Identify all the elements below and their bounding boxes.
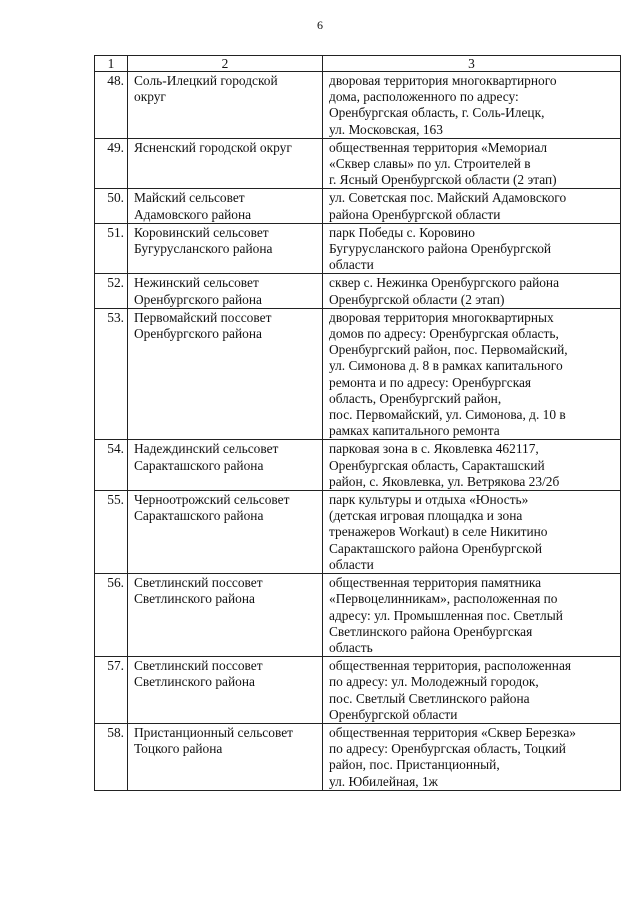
object-line: сквер с. Нежинка Оренбургского района: [329, 275, 560, 291]
object-cell: [323, 657, 621, 724]
row-number: 57.: [95, 657, 128, 724]
object-line: домов по адресу: Оренбургская область,: [329, 326, 559, 342]
municipality-line: Ясненский городской округ: [134, 139, 292, 155]
municipality-line: Майский сельсовет: [134, 190, 245, 206]
object-line: «Первоцелинникам», расположенная по: [329, 591, 558, 607]
object-line: по адресу: Оренбургская область, Тоцкий: [329, 741, 566, 757]
object-line: пос. Первомайский, ул. Симонова, д. 10 в: [329, 407, 566, 423]
object-line: парк культуры и отдыха «Юность»: [329, 492, 529, 508]
municipality-line: Нежинский сельсовет: [134, 275, 259, 291]
object-cell: [323, 138, 621, 189]
object-line: г. Ясный Оренбургской области (2 этап): [329, 172, 557, 188]
object-cell: [323, 274, 621, 308]
municipality-cell: [128, 189, 323, 223]
municipality-cell: [128, 138, 323, 189]
object-cell: [323, 440, 621, 491]
object-cell: [323, 223, 621, 274]
object-line: ул. Московская, 163: [329, 121, 443, 137]
row-number: 49.: [95, 138, 128, 189]
object-cell: [323, 491, 621, 574]
municipality-line: Светлинского района: [134, 674, 255, 690]
municipality-line: Светлинский поссовет: [134, 575, 263, 591]
table-row: [95, 223, 621, 274]
municipality-cell: [128, 223, 323, 274]
municipality-line: Коровинский сельсовет: [134, 224, 269, 240]
municipality-line: Светлинский поссовет: [134, 658, 263, 674]
object-line: области: [329, 257, 374, 273]
object-cell: [323, 72, 621, 139]
object-cell: [323, 574, 621, 657]
municipality-cell: [128, 72, 323, 139]
municipality-cell: [128, 440, 323, 491]
row-number: 58.: [95, 723, 128, 790]
municipality-line: Пристанционный сельсовет: [134, 724, 293, 740]
object-line: ул. Симонова д. 8 в рамках капитального: [329, 358, 563, 374]
municipality-cell: [128, 274, 323, 308]
object-cell: [323, 308, 621, 440]
object-line: Оренбургский район, пос. Первомайский,: [329, 342, 568, 358]
municipality-line: Надеждинский сельсовет: [134, 441, 279, 457]
municipality-line: Адамовского района: [134, 206, 252, 222]
object-line: (детская игровая площадка и зона: [329, 508, 523, 524]
object-line: общественная территория «Мемориал: [329, 139, 548, 155]
row-number: 50.: [95, 189, 128, 223]
object-line: рамках капитального ремонта: [329, 423, 500, 439]
municipality-cell: [128, 723, 323, 790]
object-line: пос. Светлый Светлинского района: [329, 690, 530, 706]
table-header-row: [95, 56, 621, 72]
municipality-line: Тоцкого района: [134, 741, 223, 757]
object-line: ул. Советская пос. Майский Адамовского: [329, 190, 567, 206]
object-line: Оренбургская область, г. Соль-Илецк,: [329, 105, 545, 121]
object-line: дворовая территория многоквартирного: [329, 73, 557, 88]
object-line: Светлинского района Оренбургская: [329, 623, 533, 639]
row-number: 55.: [95, 491, 128, 574]
object-line: Оренбургская область, Саракташский: [329, 457, 545, 473]
object-line: район, с. Яковлевка, ул. Ветрякова 23/2б: [329, 473, 560, 489]
municipality-cell: [128, 657, 323, 724]
municipality-line: Оренбургского района: [134, 326, 262, 342]
table-row: [95, 308, 621, 440]
object-line: дворовая территория многоквартирных: [329, 309, 554, 325]
row-number: 56.: [95, 574, 128, 657]
row-number: 54.: [95, 440, 128, 491]
municipality-line: Соль-Илецкий городской: [134, 73, 278, 88]
table-row: [95, 440, 621, 491]
object-line: район, пос. Пристанционный,: [329, 757, 500, 773]
object-line: Оренбургской области (2 этап): [329, 291, 505, 307]
object-line: область, Оренбургский район,: [329, 390, 502, 406]
municipality-cell: [128, 491, 323, 574]
object-line: парк Победы с. Коровино: [329, 224, 475, 240]
object-line: области: [329, 556, 374, 572]
table-row: [95, 657, 621, 724]
column-header-municipality: 2: [128, 56, 323, 72]
object-line: тренажеров Workaut) в селе Никитино: [329, 524, 548, 540]
column-header-number: 1: [95, 56, 128, 72]
objects-table: [94, 55, 621, 791]
table-row: [95, 138, 621, 189]
municipality-line: Саракташского района: [134, 457, 264, 473]
object-line: по адресу: ул. Молодежный городок,: [329, 674, 539, 690]
object-line: общественная территория памятника: [329, 575, 542, 591]
object-line: Оренбургской области: [329, 706, 458, 722]
table-row: [95, 274, 621, 308]
table-row: [95, 72, 621, 139]
municipality-line: Светлинского района: [134, 591, 255, 607]
municipality-line: Черноотрожский сельсовет: [134, 492, 290, 508]
municipality-cell: [128, 574, 323, 657]
table-row: [95, 574, 621, 657]
object-line: парковая зона в с. Яковлевка 462117,: [329, 441, 539, 457]
object-line: «Сквер славы» по ул. Строителей в: [329, 156, 531, 172]
object-line: дома, расположенного по адресу:: [329, 89, 519, 105]
table-body: [95, 72, 621, 791]
municipality-line: Бугурусланского района: [134, 241, 273, 257]
municipality-cell: [128, 308, 323, 440]
object-line: общественная территория, расположенная: [329, 658, 572, 674]
row-number: 52.: [95, 274, 128, 308]
table-row: [95, 723, 621, 790]
object-line: Саракташского района Оренбургской: [329, 540, 543, 556]
object-line: область: [329, 639, 373, 655]
object-line: адресу: ул. Промышленная пос. Светлый: [329, 607, 563, 623]
object-line: общественная территория «Сквер Березка»: [329, 724, 576, 740]
municipality-line: Саракташского района: [134, 508, 264, 524]
object-cell: [323, 723, 621, 790]
municipality-line: Оренбургского района: [134, 291, 262, 307]
row-number: 51.: [95, 223, 128, 274]
page-number: 6: [317, 18, 323, 32]
row-number: 53.: [95, 308, 128, 440]
row-number: 48.: [95, 72, 128, 139]
municipality-line: Первомайский поссовет: [134, 309, 272, 325]
object-line: ул. Юбилейная, 1ж: [329, 773, 438, 789]
table-row: [95, 189, 621, 223]
object-line: Бугурусланского района Оренбургской: [329, 241, 552, 257]
object-cell: [323, 189, 621, 223]
column-header-object: 3: [323, 56, 621, 72]
object-line: района Оренбургской области: [329, 206, 501, 222]
table-row: [95, 491, 621, 574]
municipality-line: округ: [134, 89, 166, 105]
object-line: ремонта и по адресу: Оренбургская: [329, 374, 532, 390]
